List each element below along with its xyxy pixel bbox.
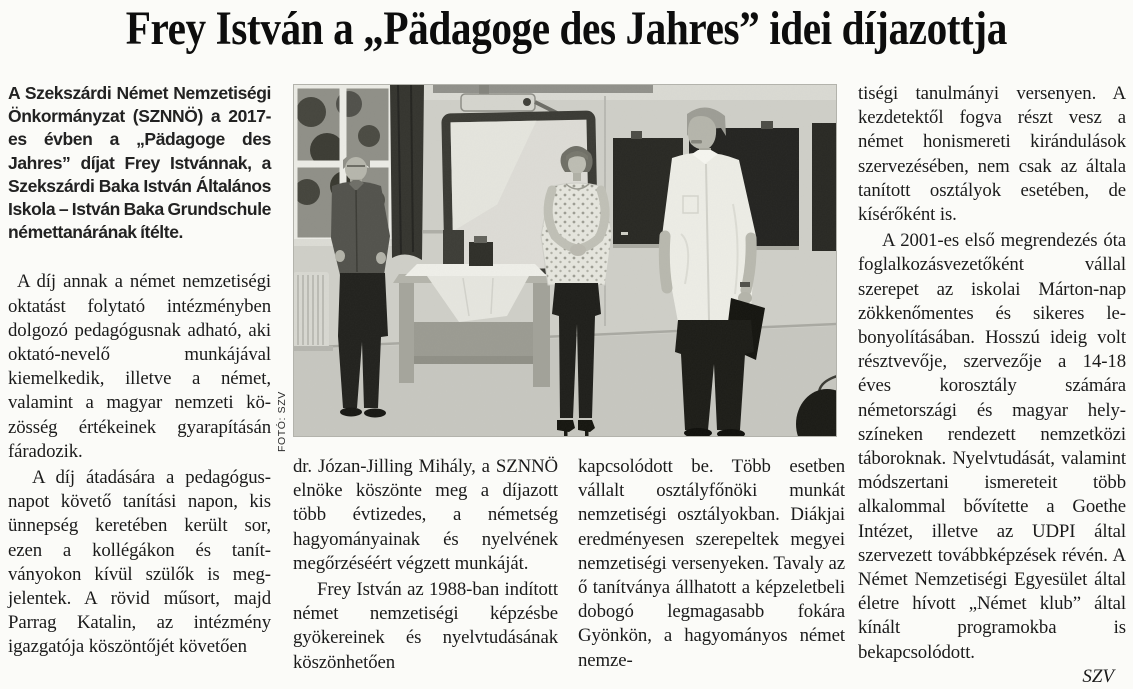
column-1 (8, 82, 271, 660)
column-4 (858, 82, 1126, 689)
paragraph-activities: A 2001-es első megrendezés óta foglalkozásvezetőként vállal szerepet az iskolai Márton-nap zökkenőmentes és sikeres lebonyolításában. Hosszú ideig volt résztvevője, szervezője a 14-18 éves korosztály számára németországi és magyar helyszíneken rendezett nemzetközi táboroknak. Nyelvtudását, valamint módszertani ismereteit több alkalommal bővítette a Goethe Intézet, illetve az UDPI által szervezett továbbképzések révén. A Német Nemzetiségi Egyesület által életre hívott „Német klub” által kínált programokba is bekapcsolódott. (858, 230, 1126, 663)
column-2 (293, 455, 558, 675)
paragraph-achievements: kapcsolódott be. Több esetben vállalt osztályfőnöki munkát nemzetiségi osztályokban. Diákjai eredményesen szerepeltek megyei nemzetiségi versenyeken. Tavaly az ő tanítványa állhatott a képzeletbeli dobogó legmagasabb fokára Gyönkön, a hagyományos német nemze- (578, 456, 845, 671)
headline-text: Frey István a „Pädagoge des Jahres” idei díjazottja (125, 2, 1008, 55)
paragraph-ceremony: A díj átadására a pedagógusnapot követő tanítási napon, kis ünnepség keretében került sor, ezen a kollégákon és tanítványokon kívül szülők is megjelentek. A rövid műsort, majd Parrag Katalin, az intézmény igazgatója köszöntőjét követően (8, 467, 271, 658)
paragraph-award-criteria: A díj annak a német nemzetiségi oktatást folytató intézményben dolgozó pedagógusnak adható, aki oktató-nevelő munkájával kiemelkedik, illetve a német, valamint a magyar nemzeti közösség értékeinek gyarapításán fáradozik. (8, 271, 271, 462)
paragraph-excursions: tiségi tanulmányi versenyen. A kezdetektől fogva részt vesz a német honismereti kirándulások szervezésében, nem csak az általa tanított osztályok esetében, de kísérőként is. (858, 83, 1126, 226)
headline (0, 1, 1133, 56)
paragraph-career-start: Frey István az 1988-ban indított német nemzetiségi képzésbe gyökereinek és nyelvtudásának köszönhetően (293, 579, 558, 673)
author-signature: SZV (1082, 665, 1114, 687)
photo-credit: FOTÓ: SZV (276, 391, 288, 452)
column-3 (578, 455, 845, 673)
paragraph-thanks: dr. Józan-Jilling Mihály, a SZNNÖ elnöke köszönte meg a díjazott több évtizedes, a németség hagyományainak és nyelvének megőrzéséért végzett munkáját. (293, 456, 558, 574)
article-photo (293, 84, 837, 437)
photo-grain (293, 84, 837, 437)
article-photo-graphic (293, 84, 837, 437)
lead-paragraph: A Szekszárdi Német Nemzetiségi Önkormányzat (SZNNÖ) a 2017-es évben a „Pädagoge des Jahres” díjat Frey Istvánnak, a Szekszárdi Baka István Általános Iskola – István Baka Grundschule némettanárának ítélte. (8, 83, 271, 243)
